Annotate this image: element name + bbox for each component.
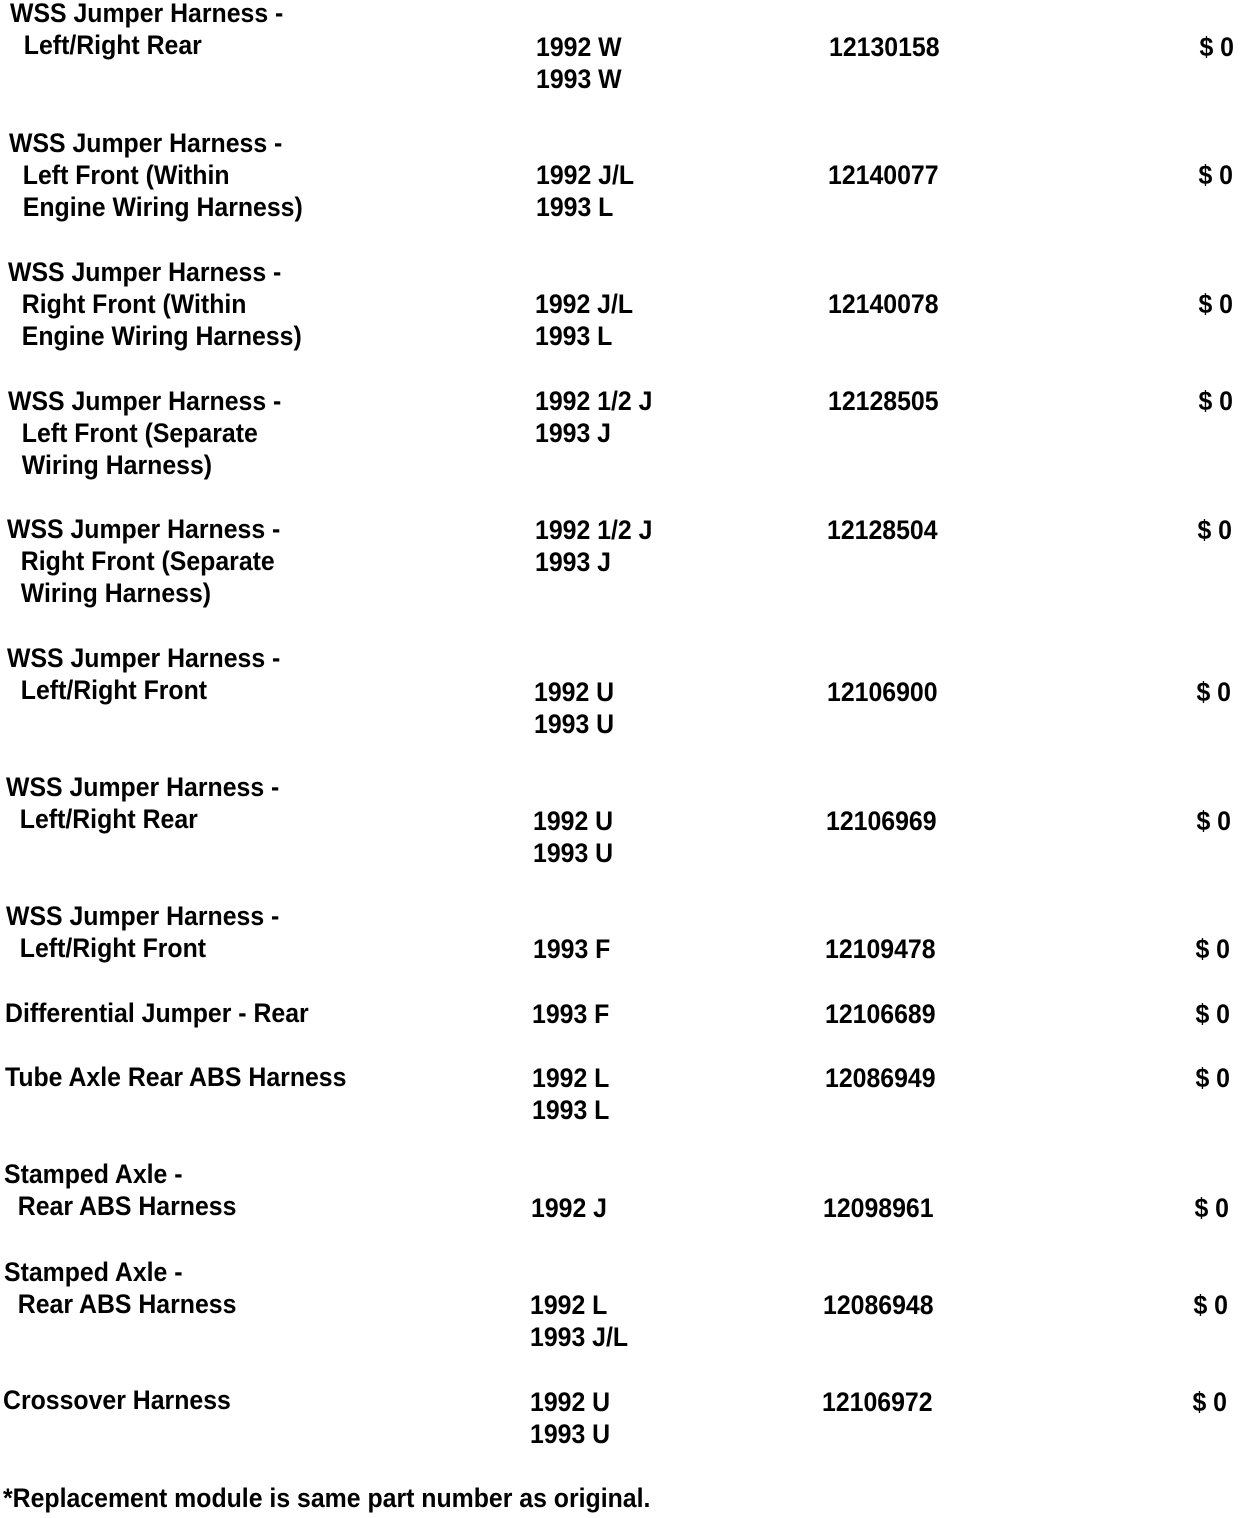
model-year: 1993 L xyxy=(536,192,614,222)
price: $ 0 xyxy=(1198,160,1233,190)
part-description: Left/Right Rear xyxy=(6,804,198,834)
model-year: 1992 1/2 J xyxy=(535,515,653,545)
part-number: 12130158 xyxy=(829,32,940,62)
price: $ 0 xyxy=(1196,806,1231,836)
price: $ 0 xyxy=(1193,1290,1228,1320)
model-year: 1993 F xyxy=(532,999,610,1029)
model-year: 1993 J/L xyxy=(530,1322,629,1352)
part-number: 12086949 xyxy=(825,1063,936,1093)
part-description: Right Front (Separate xyxy=(7,546,275,576)
part-description: Left/Right Front xyxy=(7,675,208,705)
price: $ 0 xyxy=(1195,934,1230,964)
part-description: Stamped Axle - xyxy=(4,1257,183,1287)
part-description: Engine Wiring Harness) xyxy=(9,192,303,222)
footnote: *Replacement module is same part number as original. xyxy=(3,1483,651,1513)
price: $ 0 xyxy=(1197,515,1232,545)
part-number: 12106900 xyxy=(827,677,938,707)
part-description: Engine Wiring Harness) xyxy=(8,321,302,351)
part-number: 12106969 xyxy=(826,806,937,836)
part-description: Wiring Harness) xyxy=(7,578,212,608)
model-year: 1993 U xyxy=(533,838,614,868)
model-year: 1992 U xyxy=(534,677,615,707)
model-year: 1993 F xyxy=(533,934,611,964)
part-description: Differential Jumper - Rear xyxy=(5,998,309,1028)
price: $ 0 xyxy=(1196,677,1231,707)
part-description: Left Front (Separate xyxy=(8,418,258,448)
model-year: 1993 J xyxy=(535,418,611,448)
price: $ 0 xyxy=(1198,289,1233,319)
model-year: 1992 U xyxy=(533,806,614,836)
part-description: Crossover Harness xyxy=(3,1385,231,1415)
price: $ 0 xyxy=(1195,1063,1230,1093)
model-year: 1993 W xyxy=(536,64,622,94)
part-description: WSS Jumper Harness - xyxy=(10,0,284,28)
part-description: Left/Right Front xyxy=(6,933,207,963)
part-number: 12140077 xyxy=(828,160,939,190)
part-description: Tube Axle Rear ABS Harness xyxy=(5,1062,347,1092)
part-number: 12109478 xyxy=(825,934,936,964)
model-year: 1992 J xyxy=(531,1193,607,1223)
part-number: 12106689 xyxy=(825,999,936,1029)
part-description: WSS Jumper Harness - xyxy=(6,901,280,931)
part-description: WSS Jumper Harness - xyxy=(9,128,283,158)
part-description: Rear ABS Harness xyxy=(4,1191,237,1221)
part-description: Stamped Axle - xyxy=(4,1159,183,1189)
part-description: Rear ABS Harness xyxy=(4,1289,237,1319)
part-number: 12098961 xyxy=(823,1193,934,1223)
part-description: WSS Jumper Harness - xyxy=(8,257,282,287)
part-number: 12128505 xyxy=(828,386,939,416)
model-year: 1992 1/2 J xyxy=(535,386,653,416)
model-year: 1992 J/L xyxy=(535,289,634,319)
model-year: 1992 L xyxy=(530,1290,608,1320)
model-year: 1992 L xyxy=(532,1063,610,1093)
part-description: WSS Jumper Harness - xyxy=(6,772,280,802)
price: $ 0 xyxy=(1199,32,1234,62)
part-description: WSS Jumper Harness - xyxy=(7,514,281,544)
price: $ 0 xyxy=(1195,999,1230,1029)
model-year: 1993 L xyxy=(535,321,613,351)
model-year: 1993 U xyxy=(530,1419,611,1449)
price: $ 0 xyxy=(1192,1387,1227,1417)
part-number: 12128504 xyxy=(827,515,938,545)
part-description: Wiring Harness) xyxy=(8,450,213,480)
price: $ 0 xyxy=(1198,386,1233,416)
model-year: 1992 J/L xyxy=(536,160,635,190)
part-number: 12086948 xyxy=(823,1290,934,1320)
model-year: 1993 U xyxy=(534,709,615,739)
part-description: Left Front (Within xyxy=(9,160,230,190)
model-year: 1993 L xyxy=(532,1095,610,1125)
part-number: 12140078 xyxy=(828,289,939,319)
model-year: 1992 W xyxy=(536,32,622,62)
part-description: Left/Right Rear xyxy=(10,30,202,60)
part-description: WSS Jumper Harness - xyxy=(7,643,281,673)
part-number: 12106972 xyxy=(822,1387,933,1417)
part-description: Right Front (Within xyxy=(8,289,247,319)
price: $ 0 xyxy=(1194,1193,1229,1223)
model-year: 1992 U xyxy=(530,1387,611,1417)
model-year: 1993 J xyxy=(535,547,611,577)
part-description: WSS Jumper Harness - xyxy=(8,386,282,416)
